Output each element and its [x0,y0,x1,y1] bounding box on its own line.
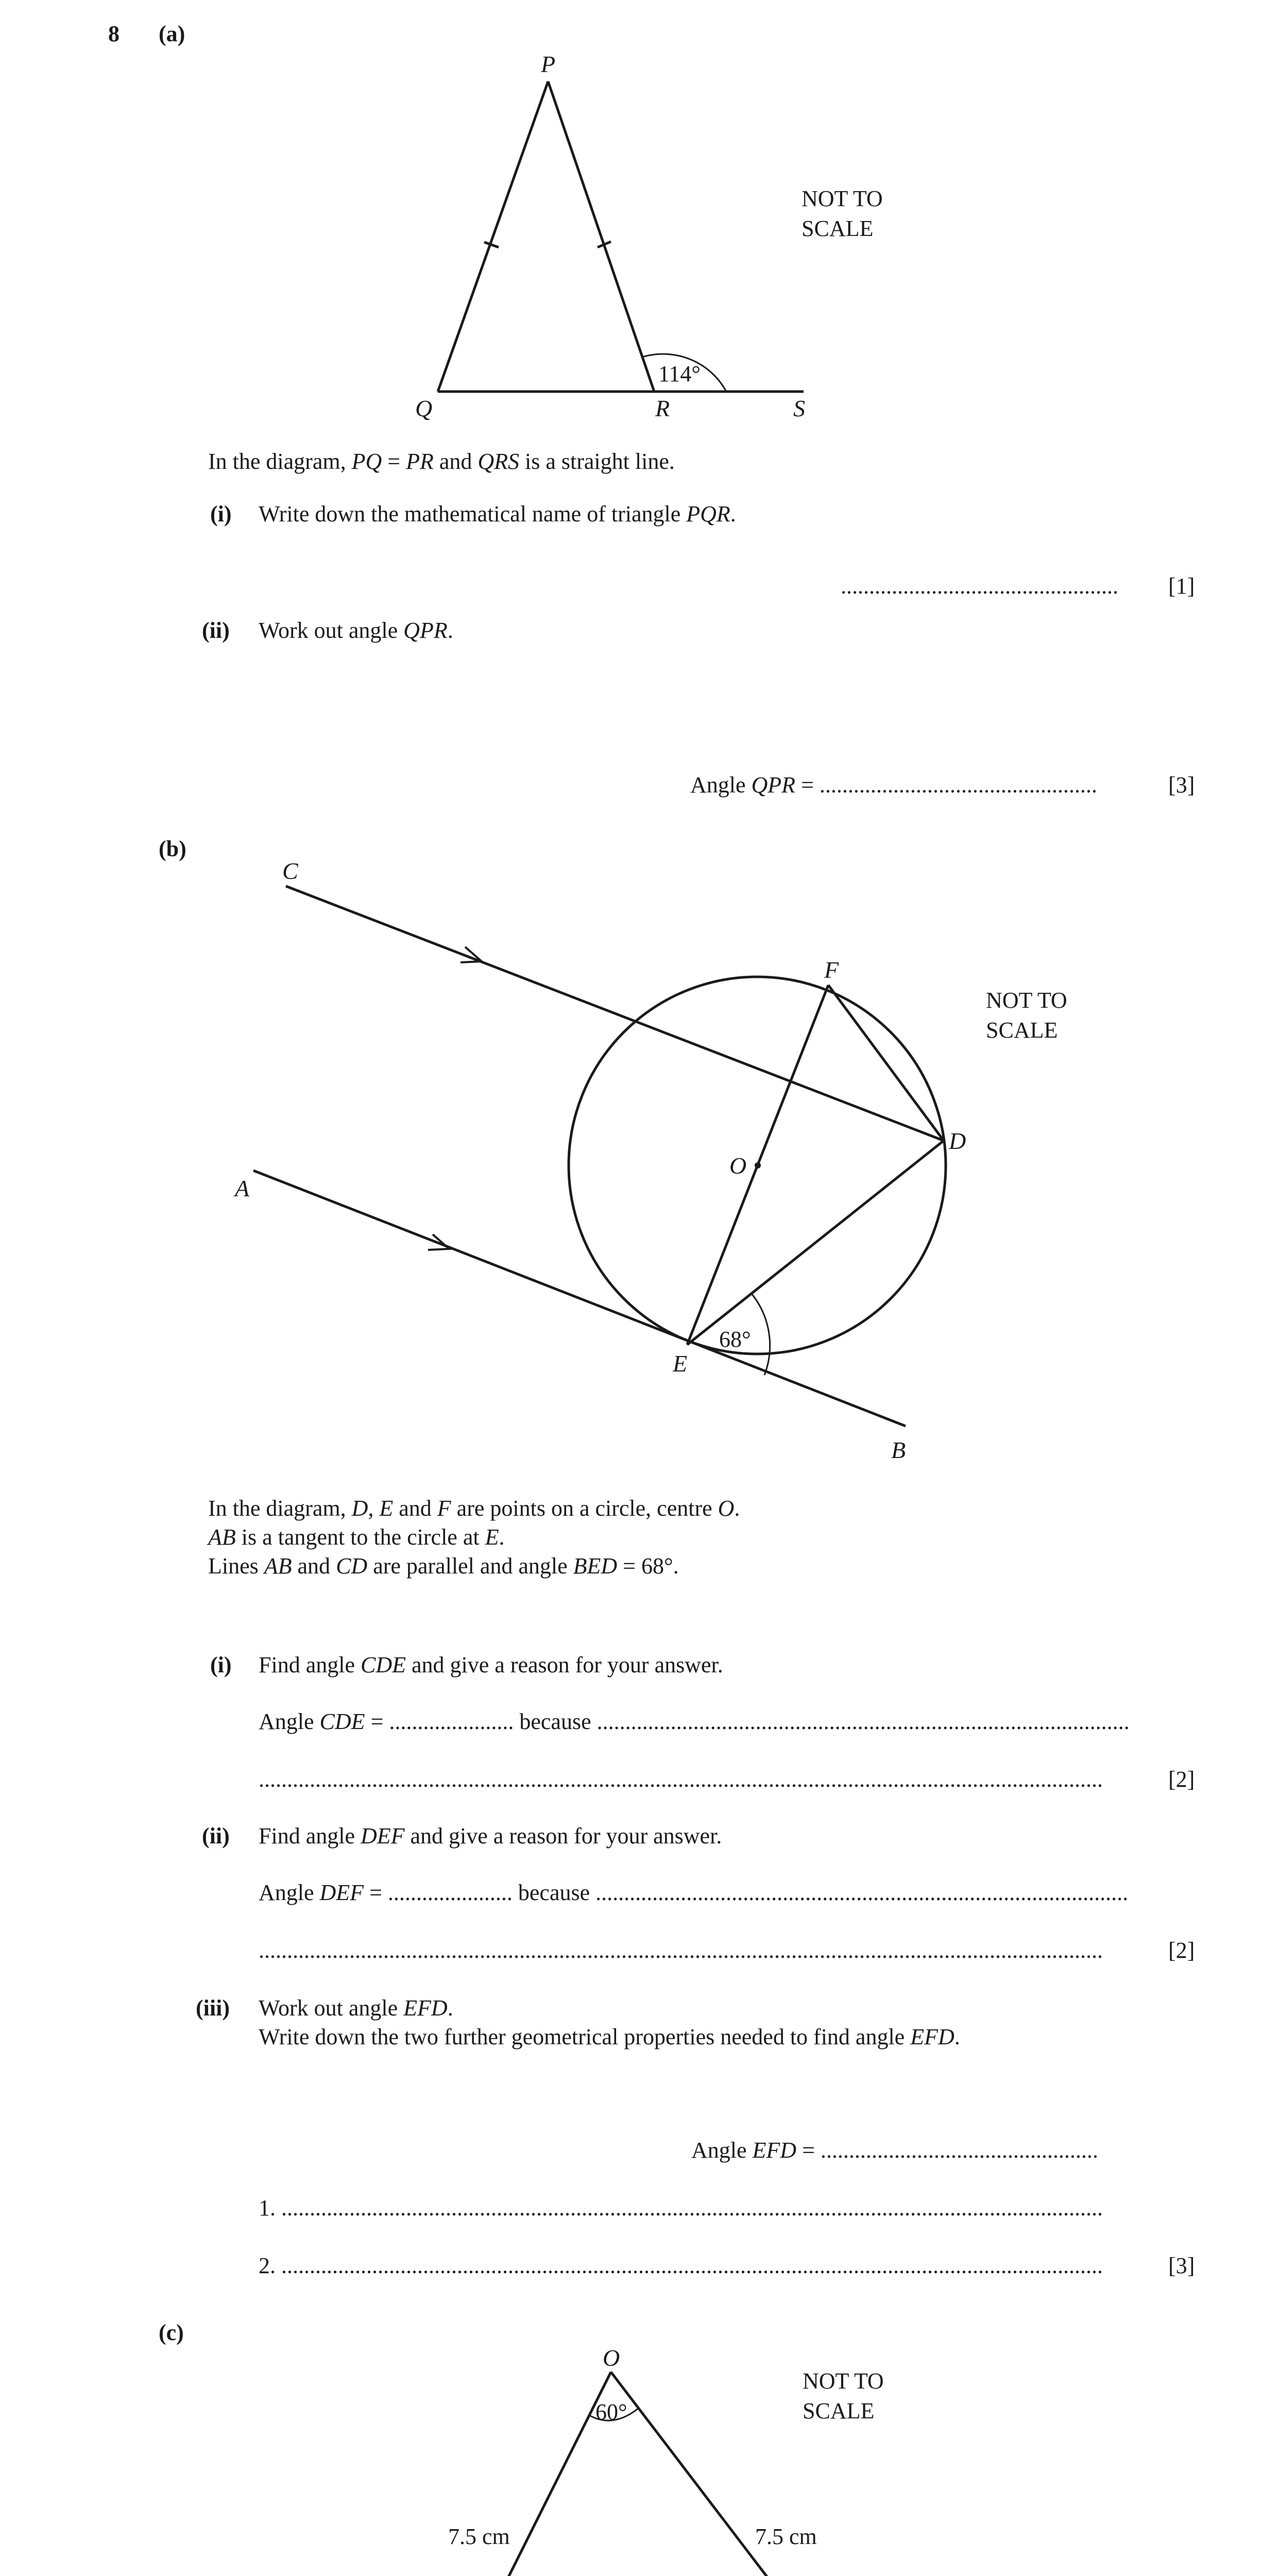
angle-label-114: 114° [658,361,701,386]
label-d: D [949,1128,966,1154]
label-r: R [655,395,670,421]
part-a-ii-marks: [3] [1168,772,1195,798]
label-q: Q [415,395,433,421]
part-a-i-question: Write down the mathematical name of triangle PQR. [259,501,736,527]
line-pq [438,81,548,392]
part-b-iii-question-2: Write down the two further geometrical properties needed to find angle EFD. [259,2024,960,2049]
angle-arc-bed [752,1294,770,1375]
not-to-scale-line1: NOT TO [986,988,1067,1013]
arrow-cd [461,947,482,962]
part-b-iii-marks: [3] [1168,2253,1195,2278]
label-o: O [729,1153,747,1179]
not-to-scale-line2: SCALE [803,2398,875,2424]
label-c: C [282,858,298,884]
part-b-ii-answer-line[interactable]: Angle DEF = ...................... because .............................................................................................. [259,1880,1129,1905]
part-b-iii-label: (iii) [196,1995,230,2021]
part-a-ii-answer[interactable]: Angle QPR = ................................................. [690,772,1097,798]
part-b-i-label: (i) [210,1652,232,1677]
part-b-ii-label: (ii) [202,1823,230,1849]
label-f: F [824,957,839,983]
not-to-scale-line1: NOT TO [803,2368,884,2394]
part-b-ii-marks: [2] [1168,1938,1195,1963]
radius-label-right: 7.5 cm [755,2524,817,2549]
part-b-ii-reason-line-2[interactable]: ..................................................................................................................................................... [259,1938,1103,1963]
angle-arc-pov [589,2408,639,2420]
centre-point-o [755,1162,761,1168]
part-b-iii-property-2[interactable]: 2. ................................................................................................................................................. [259,2253,1103,2278]
line-op [434,2372,611,2576]
line-ef [687,985,828,1345]
part-b-intro-1: In the diagram, D, E and F are points on a circle, centre O. [208,1496,740,1521]
angle-label-60: 60° [595,2399,627,2425]
part-a-i-marks: [1] [1168,573,1195,599]
part-a-ii-question: Work out angle QPR. [259,618,453,643]
label-a: A [235,1175,250,1201]
line-oq [611,2372,849,2576]
line-ed [687,1141,944,1345]
part-a-triangle-diagram [0,0,1278,464]
part-b-i-reason-line-2[interactable]: ..................................................................................................................................................... [259,1767,1103,1792]
circle-centre-o [569,977,946,1354]
part-a-i-label: (i) [210,501,232,527]
question-number: 8 [108,21,120,46]
label-o: O [603,2345,620,2371]
part-b-intro-2: AB is a tangent to the circle at E. [208,1524,505,1550]
arrow-ab [428,1234,449,1250]
part-b-i-answer-line[interactable]: Angle CDE = ...................... because .............................................................................................. [259,1709,1130,1734]
part-b-intro-3: Lines AB and CD are parallel and angle BED = 68°. [208,1553,679,1579]
line-cd [286,886,944,1141]
not-to-scale-line1: NOT TO [802,186,883,211]
part-b-i-question: Find angle CDE and give a reason for your answer. [259,1652,723,1677]
part-b-iii-property-1[interactable]: 1. ................................................................................................................................................. [259,2195,1103,2221]
part-a-i-answer-line[interactable]: ................................................. [841,573,1118,599]
label-p: P [541,51,556,77]
not-to-scale-line2: SCALE [986,1018,1058,1043]
part-b-i-marks: [2] [1168,1767,1195,1792]
line-fd [828,985,944,1141]
line-pr [548,81,654,392]
part-a-ii-label: (ii) [202,618,230,643]
part-b-iii-question-1: Work out angle EFD. [259,1995,453,2021]
label-s: S [793,395,805,421]
angle-label-68: 68° [719,1327,751,1352]
part-b-iii-answer[interactable]: Angle EFD = ................................................. [691,2138,1098,2163]
not-to-scale-line2: SCALE [802,216,874,241]
part-b-ii-question: Find angle DEF and give a reason for your answer. [259,1823,722,1849]
part-a-label: (a) [159,21,185,46]
radius-label-left: 7.5 cm [448,2524,510,2549]
label-e: E [673,1350,688,1377]
line-ab [253,1171,906,1426]
part-a-intro: In the diagram, PQ = PR and QRS is a straight line. [208,449,675,474]
label-b: B [891,1437,906,1463]
part-b-label: (b) [159,836,186,861]
part-c-label: (c) [159,2320,184,2345]
